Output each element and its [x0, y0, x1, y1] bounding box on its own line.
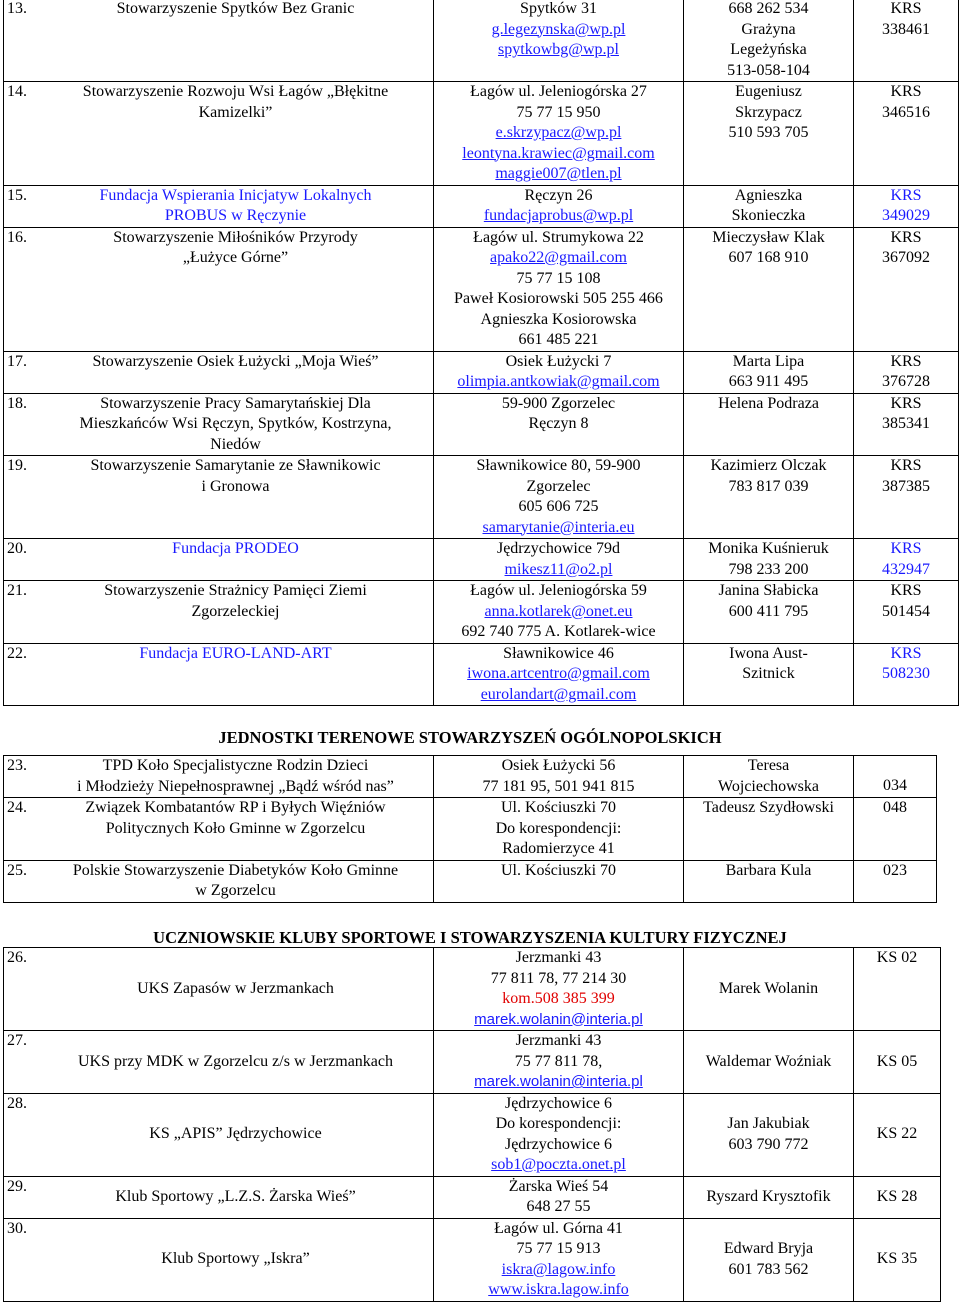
code-cell — [854, 860, 937, 902]
organization-cell — [4, 581, 434, 644]
organization-cell — [4, 185, 434, 227]
krs-line: KRS — [890, 186, 922, 204]
organization-cell — [4, 1093, 434, 1176]
krs-line: KRS — [890, 228, 922, 246]
contact-line: Mieczysław Klak — [712, 228, 825, 246]
address-cell — [434, 185, 684, 227]
address-line: 75 77 811 78, — [514, 1052, 603, 1070]
table-row — [4, 1093, 941, 1176]
krs-cell — [854, 0, 959, 82]
row-number: 24. — [7, 799, 27, 816]
contact-line: 668 262 534 — [728, 0, 809, 17]
address-line: 648 27 55 — [526, 1198, 591, 1215]
name-line: w Zgorzelcu — [195, 882, 276, 899]
organization-name — [41, 798, 430, 839]
row-number: 30. — [7, 1219, 27, 1237]
krs-line: 346516 — [882, 103, 930, 121]
contact-line: Jan Jakubiak — [727, 1115, 810, 1132]
email-link[interactable]: leontyna.krawiec@gmail.com — [462, 144, 655, 162]
contact-line: Tadeusz Szydłowski — [703, 799, 834, 816]
organization-cell — [4, 798, 434, 861]
name-line: Klub Sportowy „Iskra” — [161, 1250, 310, 1268]
address-cell — [434, 456, 684, 539]
contact-line: Iwona Aust- — [729, 644, 808, 662]
address-line: 661 485 221 — [518, 331, 599, 348]
email-link[interactable]: g.legezynska@wp.pl — [491, 20, 626, 38]
name-line: i Gronowa — [201, 477, 270, 495]
address-line: 77 811 78, 77 214 30 — [490, 969, 627, 987]
organization-cell — [4, 1031, 434, 1094]
name-line: Niedów — [210, 435, 261, 453]
address-line: Agnieszka Kosiorowska — [480, 310, 637, 328]
contact-line: Waldemar Woźniak — [705, 1052, 832, 1070]
code-value: KS 22 — [876, 1125, 918, 1143]
organization-cell — [4, 539, 434, 581]
name-line: Mieszkańców Wsi Ręczyn, Spytków, Kostrzyna, — [79, 415, 392, 432]
name-line: KS „APIS” Jędrzychowice — [149, 1125, 322, 1143]
contact-cell — [684, 351, 854, 393]
email-link[interactable]: iwona.artcentro@gmail.com — [467, 665, 650, 682]
name-line: Polskie Stowarzyszenie Diabetyków Koło Gminne — [72, 861, 399, 879]
address-cell — [434, 860, 684, 902]
krs-line: 385341 — [882, 415, 930, 432]
contact-line: 798 233 200 — [728, 560, 809, 578]
contact-line: Eugeniusz — [735, 83, 802, 100]
address-cell — [434, 798, 684, 861]
section-title-national: JEDNOSTKI TERENOWE STOWARZYSZEŃ OGÓLNOPOLSKICH — [218, 728, 722, 747]
contact-line: 663 911 495 — [728, 373, 809, 390]
address-line: 75 77 15 950 — [516, 103, 601, 121]
address-line: Jerzmanki 43 — [515, 1032, 602, 1049]
krs-line: 508230 — [882, 665, 930, 682]
table-row — [4, 756, 937, 798]
address-cell — [434, 0, 684, 82]
organization-cell — [4, 351, 434, 393]
krs-line: KRS — [890, 394, 922, 412]
table-row — [4, 860, 937, 902]
krs-line: KRS — [890, 0, 922, 17]
address-line: Jędrzychowice 6 — [504, 1135, 613, 1153]
address-line: Ul. Kościuszki 70 — [500, 861, 617, 879]
code-cell — [854, 756, 937, 798]
contact-line: Monika Kuśnieruk — [708, 540, 829, 557]
table-row — [4, 643, 959, 706]
code-value: 048 — [883, 799, 907, 816]
krs-line: 367092 — [882, 249, 930, 266]
contact-cell — [684, 1093, 854, 1176]
row-number: 28. — [7, 1094, 27, 1112]
contact-cell — [684, 643, 854, 706]
address-line: Do korespondencji: — [495, 1115, 622, 1132]
code-cell — [854, 1218, 941, 1301]
krs-cell — [854, 456, 959, 539]
name-line: Fundacja EURO-LAND-ART — [139, 644, 332, 662]
table-row — [4, 0, 959, 82]
krs-cell — [854, 539, 959, 581]
email-link[interactable]: apako22@gmail.com — [490, 249, 627, 266]
contact-line: Legeżyńska — [730, 41, 807, 58]
address-line: Osiek Łużycki 56 — [501, 757, 616, 774]
email-link[interactable]: www.iskra.lagow.info — [488, 1281, 629, 1298]
email-link[interactable]: marek.wolanin@interia.pl — [474, 1073, 643, 1090]
address-line: Jędrzychowice 6 — [504, 1094, 613, 1112]
krs-line: KRS — [890, 540, 922, 557]
address-line: Ręczyn 8 — [528, 415, 589, 432]
email-link[interactable]: mikesz11@o2.pl — [504, 560, 613, 578]
krs-line: KRS — [890, 457, 922, 474]
row-number: 16. — [7, 228, 27, 246]
contact-line: Skonieczka — [731, 207, 806, 224]
address-line: Paweł Kosiorowski 505 255 466 — [454, 290, 663, 307]
address-line: kom.508 385 399 — [502, 990, 615, 1007]
organization-name — [7, 1187, 430, 1208]
organization-name — [41, 82, 430, 123]
table-row — [4, 456, 959, 539]
name-line: Klub Sportowy „L.Z.S. Żarska Wieś” — [115, 1187, 356, 1205]
address-line: Żarska Wieś 54 — [508, 1177, 609, 1195]
address-line: Do korespondencji: — [495, 819, 622, 837]
contact-line: Teresa — [747, 757, 790, 774]
address-line: Ręczyn 26 — [524, 186, 593, 204]
contact-cell — [684, 456, 854, 539]
contact-cell — [684, 393, 854, 456]
table-row — [4, 1176, 941, 1218]
sports-clubs-table — [3, 947, 941, 1302]
email-link[interactable]: olimpia.antkowiak@gmail.com — [457, 373, 660, 390]
organization-cell — [4, 456, 434, 539]
row-number: 18. — [7, 394, 27, 412]
organization-cell — [4, 756, 434, 798]
address-cell — [434, 539, 684, 581]
address-line: Jerzmanki 43 — [515, 949, 602, 966]
contact-line: 601 783 562 — [728, 1260, 809, 1278]
email-link[interactable]: eurolandart@gmail.com — [480, 685, 637, 703]
address-cell — [434, 643, 684, 706]
address-line: Zgorzelec — [526, 477, 591, 495]
contact-line: 607 168 910 — [728, 249, 809, 266]
name-line: Kamizelki” — [198, 103, 273, 121]
organization-name — [41, 861, 430, 902]
organization-cell — [4, 227, 434, 351]
name-line: „Łużyce Górne” — [182, 249, 289, 266]
organization-name — [7, 1052, 430, 1073]
address-cell — [434, 393, 684, 456]
address-line: Osiek Łużycki 7 — [505, 352, 612, 370]
address-line: 692 740 775 A. Kotlarek-wice — [461, 623, 656, 640]
krs-cell — [854, 581, 959, 644]
address-line: Ul. Kościuszki 70 — [500, 799, 617, 816]
name-line: TPD Koło Specjalistyczne Rodzin Dzieci — [102, 757, 369, 774]
krs-line: KRS — [890, 83, 922, 100]
organization-name — [41, 644, 430, 665]
krs-line: KRS — [890, 352, 922, 370]
code-cell — [854, 1176, 941, 1218]
contact-line: Kazimierz Olczak — [710, 457, 827, 474]
table-row — [4, 581, 959, 644]
contact-line: 510 593 705 — [728, 124, 809, 141]
code-value: KS 35 — [876, 1250, 918, 1268]
name-line: Stowarzyszenie Samarytanie ze Sławnikowic — [90, 457, 381, 474]
address-cell — [434, 581, 684, 644]
row-number: 22. — [7, 644, 27, 662]
address-line: Sławnikowice 46 — [503, 644, 614, 662]
contact-line: 783 817 039 — [728, 477, 809, 495]
row-number: 14. — [7, 83, 27, 100]
name-line: UKS Zapasów w Jerzmankach — [137, 979, 334, 997]
name-line: i Młodzieży Niepełnosprawnej „Bądź wśród nas” — [77, 777, 394, 795]
contact-line: Wojciechowska — [718, 777, 819, 795]
organization-cell — [4, 643, 434, 706]
krs-line: 387385 — [882, 477, 930, 495]
name-line: Fundacja Wspierania Inicjatyw Lokalnych — [99, 186, 372, 204]
table-row — [4, 227, 959, 351]
krs-line: 338461 — [882, 20, 930, 38]
code-cell — [854, 1031, 941, 1094]
address-cell — [434, 756, 684, 798]
row-number: 13. — [7, 0, 27, 17]
code-value: KS 05 — [876, 1052, 918, 1070]
krs-line: 376728 — [882, 373, 930, 390]
contact-line: Ryszard Krysztofik — [706, 1187, 831, 1205]
contact-line: Marta Lipa — [732, 352, 805, 370]
krs-cell — [854, 351, 959, 393]
organization-cell — [4, 82, 434, 186]
krs-line: 432947 — [882, 560, 930, 578]
contact-cell — [684, 227, 854, 351]
krs-cell — [854, 393, 959, 456]
name-line: Stowarzyszenie Pracy Samarytańskiej Dla — [100, 394, 371, 412]
name-line: PROBUS w Ręczynie — [164, 207, 307, 224]
address-line: 77 181 95, 501 941 815 — [482, 777, 635, 795]
row-number: 17. — [7, 352, 27, 370]
email-link[interactable]: samarytanie@interia.eu — [482, 518, 635, 536]
table-row — [4, 185, 959, 227]
contact-line: Edward Bryja — [723, 1240, 814, 1257]
table-row — [4, 1031, 941, 1094]
row-number: 19. — [7, 457, 27, 474]
table-row — [4, 393, 959, 456]
code-cell — [854, 948, 941, 1031]
address-cell — [434, 351, 684, 393]
address-cell — [434, 1093, 684, 1176]
row-number: 27. — [7, 1032, 27, 1049]
name-line: Stowarzyszenie Rozwoju Wsi Łagów „Błękitne — [82, 83, 389, 100]
email-link[interactable]: maggie007@tlen.pl — [495, 165, 622, 182]
code-value: KS 28 — [876, 1187, 918, 1205]
organization-name — [41, 0, 430, 20]
contact-line: 513-058-104 — [727, 61, 810, 79]
krs-cell — [854, 185, 959, 227]
contact-line: Janina Słabicka — [718, 582, 819, 599]
name-line: Stowarzyszenie Osiek Łużycki „Moja Wieś” — [92, 352, 379, 370]
organization-name — [41, 456, 430, 497]
address-line: Jędrzychowice 79d — [496, 540, 621, 557]
contact-line: Skrzypacz — [735, 103, 802, 121]
krs-line: KRS — [890, 582, 922, 599]
contact-line: Barbara Kula — [725, 861, 812, 879]
contact-cell — [684, 1031, 854, 1094]
organization-cell — [4, 860, 434, 902]
address-cell — [434, 227, 684, 351]
organization-name — [41, 186, 430, 227]
organization-name — [41, 352, 430, 373]
contact-cell — [684, 798, 854, 861]
row-number: 15. — [7, 186, 27, 204]
krs-cell — [854, 643, 959, 706]
email-link[interactable]: sob1@poczta.onet.pl — [491, 1156, 626, 1173]
row-number: 21. — [7, 582, 27, 599]
contact-cell — [684, 539, 854, 581]
contact-cell — [684, 948, 854, 1031]
contact-line: 603 790 772 — [728, 1135, 809, 1153]
name-line: Politycznych Koło Gminne w Zgorzelcu — [105, 819, 366, 837]
name-line: Stowarzyszenie Miłośników Przyrody — [113, 228, 358, 246]
krs-line: 349029 — [882, 207, 930, 224]
name-line: Związek Kombatantów RP i Byłych Więźniów — [85, 799, 386, 816]
code-cell — [854, 1093, 941, 1176]
contact-cell — [684, 756, 854, 798]
name-line: Stowarzyszenie Spytków Bez Granic — [116, 0, 355, 17]
name-line: Stowarzyszenie Strażnicy Pamięci Ziemi — [104, 582, 367, 599]
organization-name — [7, 1249, 430, 1270]
contact-line: Szitnick — [742, 665, 795, 682]
row-number: 29. — [7, 1177, 27, 1195]
address-line: 59-900 Zgorzelec — [501, 394, 616, 412]
national-units-table — [3, 755, 937, 903]
krs-line: 501454 — [882, 602, 930, 620]
email-link[interactable]: iskra@lagow.info — [501, 1260, 616, 1278]
name-line: UKS przy MDK w Zgorzelcu z/s w Jerzmankach — [77, 1052, 393, 1070]
krs-cell — [854, 82, 959, 186]
organization-cell — [4, 1218, 434, 1301]
email-link[interactable]: marek.wolanin@interia.pl — [474, 1010, 643, 1028]
code-value: 034 — [883, 777, 907, 794]
contact-cell — [684, 1176, 854, 1218]
organization-name — [7, 1124, 430, 1145]
organization-name — [41, 581, 430, 622]
organization-name — [41, 756, 430, 797]
table-row — [4, 798, 937, 861]
organization-cell — [4, 393, 434, 456]
code-value: 023 — [883, 861, 907, 879]
address-line: 75 77 15 913 — [516, 1240, 601, 1257]
table-row — [4, 539, 959, 581]
address-line: 605 606 725 — [518, 498, 599, 515]
organization-cell — [4, 948, 434, 1031]
organization-name — [41, 539, 430, 560]
email-link[interactable]: anna.kotlarek@onet.eu — [484, 602, 633, 620]
krs-cell — [854, 227, 959, 351]
organization-cell — [4, 1176, 434, 1218]
address-line: 75 77 15 108 — [516, 269, 601, 287]
address-cell — [434, 82, 684, 186]
table-row — [4, 351, 959, 393]
contact-line: 600 411 795 — [728, 602, 809, 620]
contact-line: Helena Podraza — [718, 394, 819, 412]
address-cell — [434, 1176, 684, 1218]
organization-name — [41, 228, 430, 269]
contact-cell — [684, 1218, 854, 1301]
contact-line: Grażyna — [741, 20, 796, 38]
address-line: Spytków 31 — [520, 0, 597, 17]
address-line: Łagów ul. Górna 41 — [494, 1219, 623, 1237]
contact-cell — [684, 185, 854, 227]
address-line: Łagów ul. Jeleniogórska 59 — [470, 582, 647, 599]
name-line: Zgorzeleckiej — [191, 602, 280, 620]
contact-cell — [684, 860, 854, 902]
code-value: KS 02 — [876, 949, 918, 966]
table-row — [4, 948, 941, 1031]
row-number: 25. — [7, 861, 27, 879]
organization-cell — [4, 0, 434, 82]
row-number: 23. — [7, 757, 27, 774]
address-cell — [434, 1031, 684, 1094]
organization-name — [41, 394, 430, 456]
email-link[interactable]: spytkowbg@wp.pl — [498, 41, 619, 58]
address-line: Sławnikowice 80, 59-900 — [476, 457, 641, 474]
email-link[interactable]: e.skrzypacz@wp.pl — [495, 124, 622, 141]
contact-cell — [684, 82, 854, 186]
address-cell — [434, 948, 684, 1031]
organizations-table — [3, 0, 959, 706]
organization-name — [7, 979, 430, 1000]
contact-line: Marek Wolanin — [718, 979, 819, 997]
address-line: Radomierzyce 41 — [502, 840, 615, 857]
table-row — [4, 82, 959, 186]
row-number: 20. — [7, 540, 27, 557]
contact-line: Agnieszka — [734, 186, 803, 204]
email-link[interactable]: fundacjaprobus@wp.pl — [483, 207, 634, 224]
row-number: 26. — [7, 949, 27, 966]
address-line: Łagów ul. Strumykowa 22 — [473, 228, 644, 246]
code-cell — [854, 798, 937, 861]
contact-cell — [684, 0, 854, 82]
section-title-sports: UCZNIOWSKIE KLUBY SPORTOWE I STOWARZYSZENIA KULTURY FIZYCZNEJ — [153, 928, 787, 947]
krs-line: KRS — [890, 644, 922, 662]
table-row — [4, 1218, 941, 1301]
contact-cell — [684, 581, 854, 644]
address-cell — [434, 1218, 684, 1301]
name-line: Fundacja PRODEO — [172, 540, 299, 557]
address-line: Łagów ul. Jeleniogórska 27 — [470, 83, 647, 100]
